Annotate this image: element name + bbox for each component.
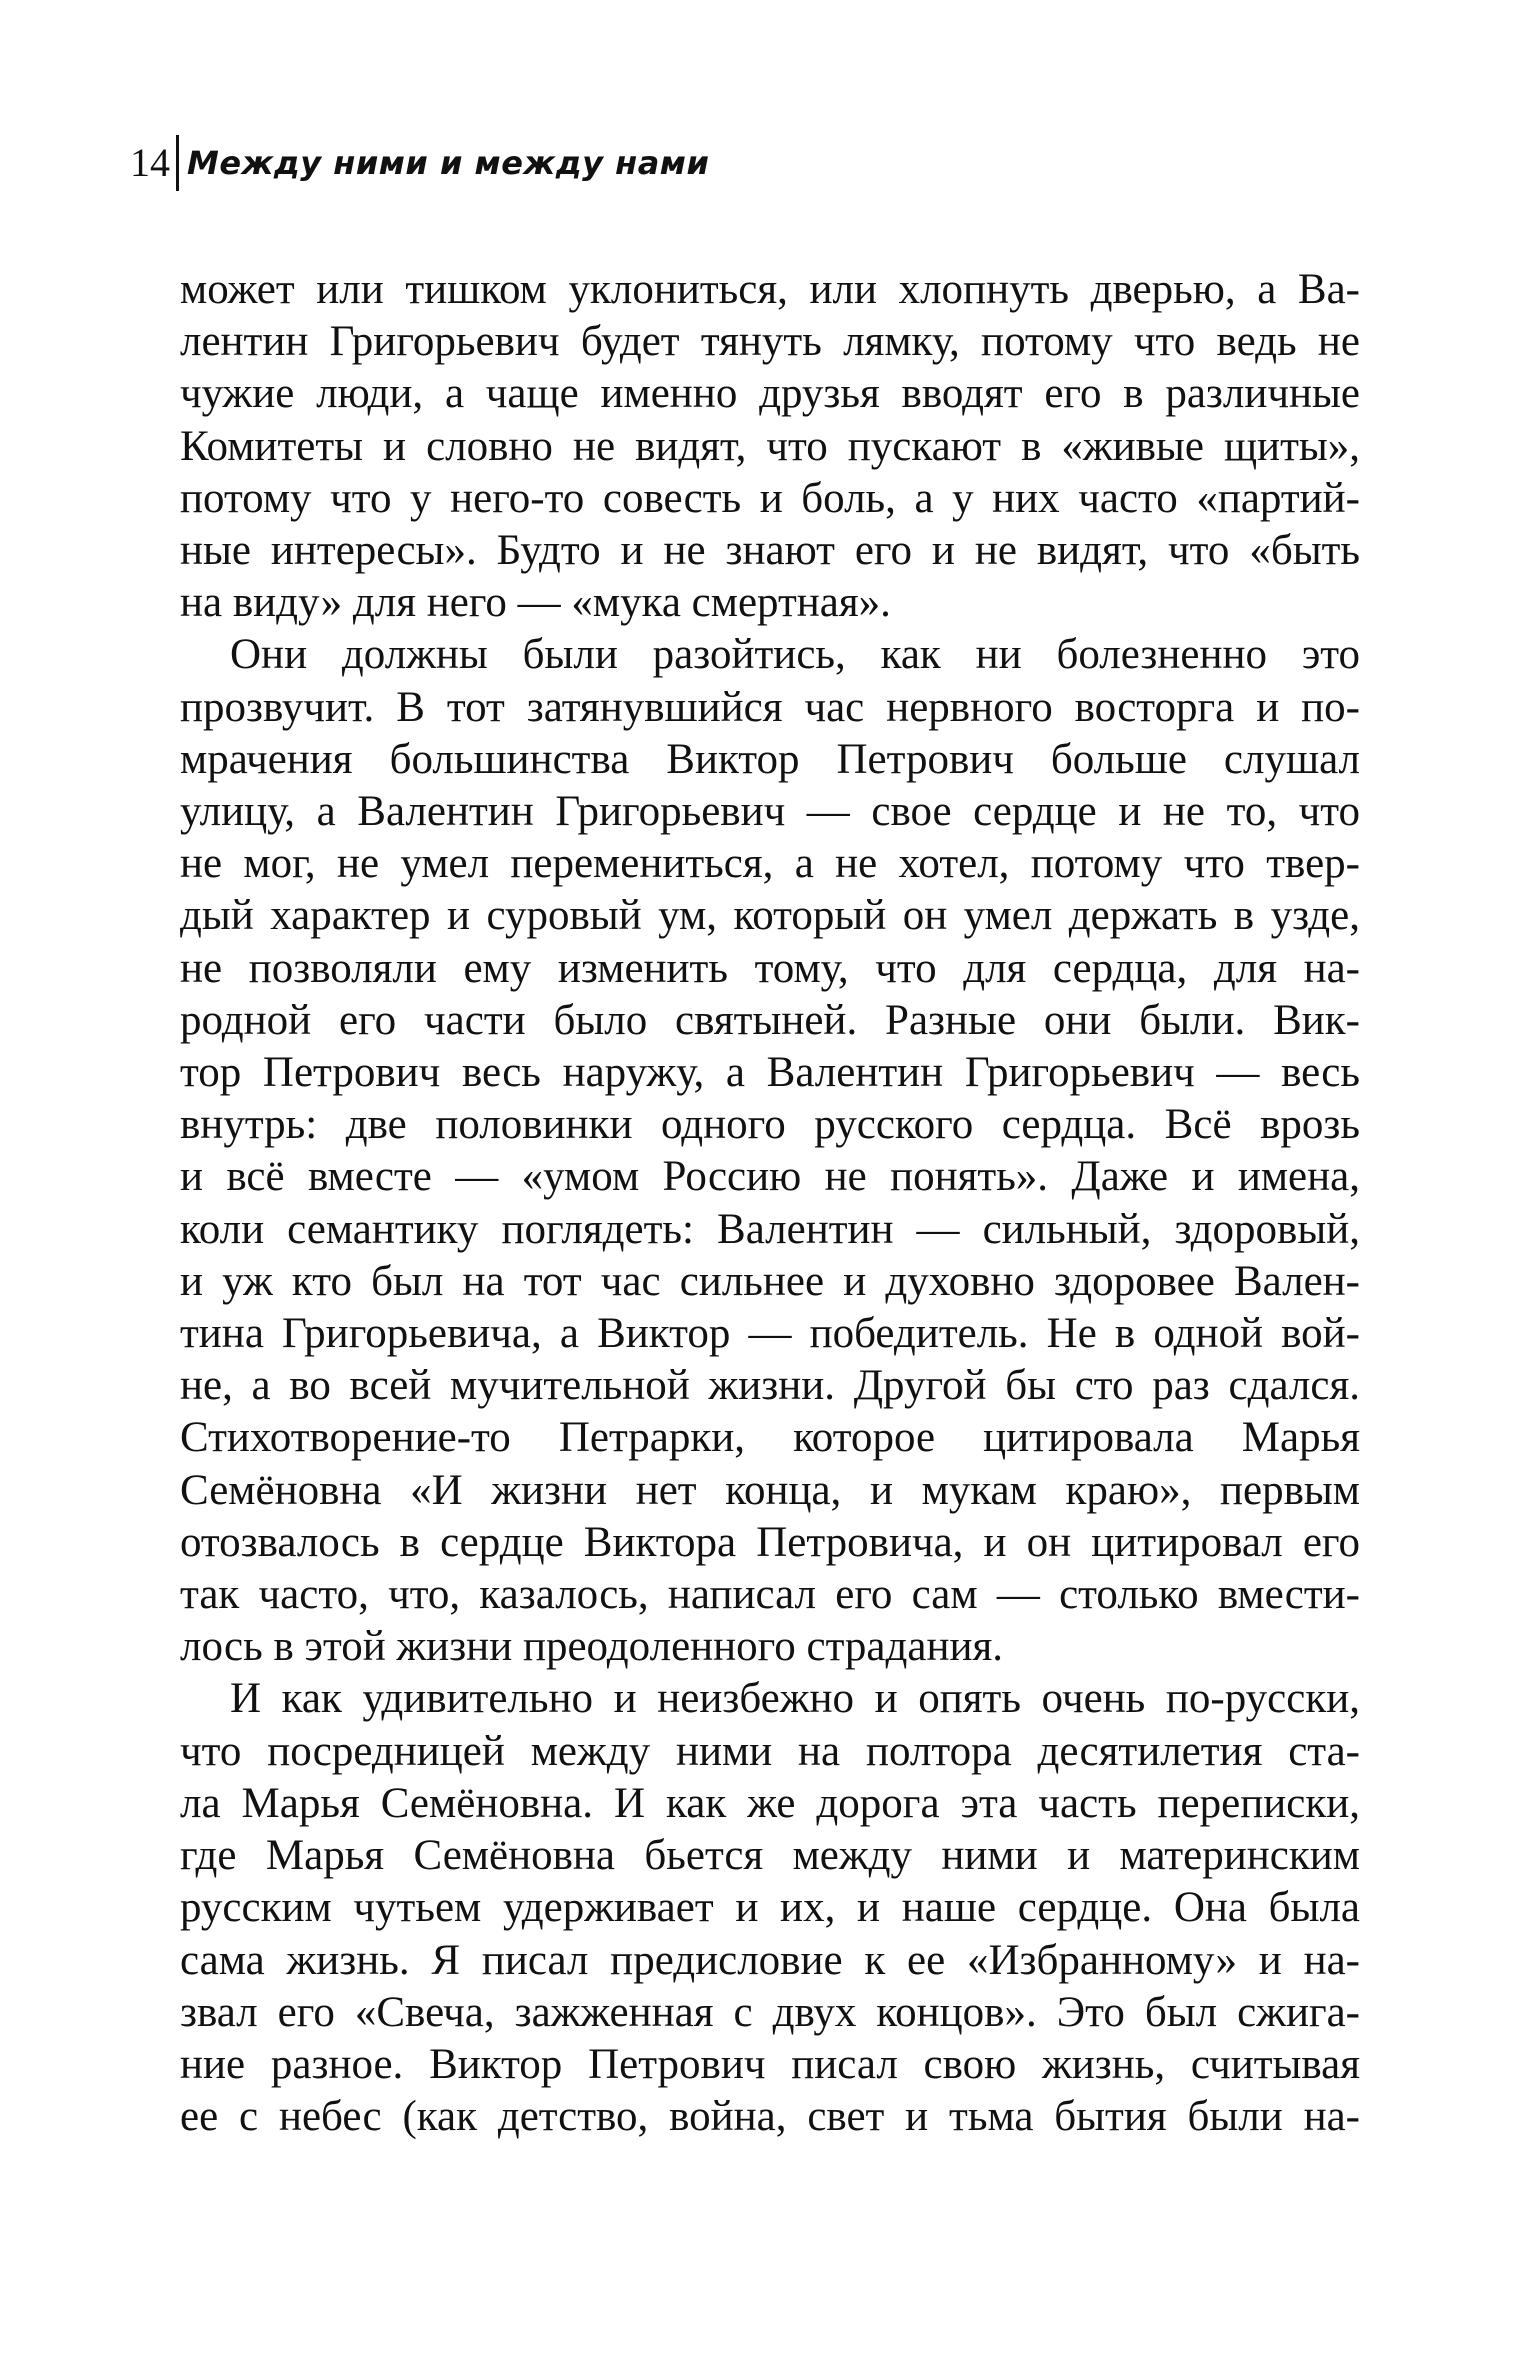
text-line: тина Григорьевича, а Виктор — победитель. Не в одной вой- <box>180 1310 1360 1358</box>
text-line: отозвалось в сердце Виктора Петровича, и он цитировал его <box>180 1518 1360 1566</box>
text-line: русским чутьем удерживает и их, и наше сердце. Она была <box>180 1884 1360 1932</box>
text-line: внутрь: две половинки одного русского сердца. Всё врозь <box>180 1101 1360 1149</box>
text-line: звал его «Свеча, зажженная с двух концов». Это был сжига- <box>180 1988 1360 2036</box>
text-line: Стихотворение-то Петрарки, которое цитировала Марья <box>180 1414 1360 1462</box>
text-line: и всё вместе — «умом Россию не понять». Даже и имена, <box>180 1153 1360 1201</box>
text-line: не позволяли ему изменить тому, что для сердца, для на- <box>180 944 1360 992</box>
text-line: и уж кто был на тот час сильнее и духовно здоровее Вален- <box>180 1257 1360 1305</box>
text-line: прозвучит. В тот затянувшийся час нервного восторга и по- <box>180 683 1360 731</box>
text-line: родной его части было святыней. Разные они были. Вик- <box>180 996 1360 1044</box>
text-line: ла Марья Семёновна. И как же дорога эта часть переписки, <box>180 1779 1360 1827</box>
text-line: ние разное. Виктор Петрович писал свою жизнь, считывая <box>180 2040 1360 2088</box>
text-line: ее с небес (как детство, война, свет и тьма бытия были на- <box>180 2093 1360 2141</box>
text-line: мрачения большинства Виктор Петрович больше слушал <box>180 735 1360 783</box>
text-line: может или тишком уклониться, или хлопнуть дверью, а Ва- <box>180 266 1360 313</box>
paragraph <box>180 264 1360 629</box>
paragraph <box>180 1673 1360 2143</box>
text-line: Они должны были разойтись, как ни болезненно это <box>230 631 1360 679</box>
text-line: И как удивительно и неизбежно и опять очень по-русски, <box>230 1675 1360 1723</box>
text-line: лось в этой жизни преодоленного страдания. <box>180 1623 1004 1671</box>
text-line: потому что у него-то совесть и боль, а у них часто «партий- <box>180 474 1360 522</box>
text-line: коли семантику поглядеть: Валентин — сильный, здоровый, <box>180 1205 1360 1253</box>
text-line: что посредницей между ними на полтора десятилетия ста- <box>180 1727 1360 1775</box>
text-line: не, а во всей мучительной жизни. Другой бы сто раз сдался. <box>180 1362 1360 1410</box>
body-text <box>180 264 1360 2143</box>
text-line: так часто, что, казалось, написал его сам — столько вмести- <box>180 1571 1360 1619</box>
text-line: улицу, а Валентин Григорьевич — свое сердце и не то, что <box>180 788 1360 836</box>
text-line: лентин Григорьевич будет тянуть лямку, потому что ведь не <box>180 318 1360 366</box>
paragraph <box>180 629 1360 1673</box>
text-line: где Марья Семёновна бьется между ними и материнским <box>180 1832 1360 1880</box>
text-line: дый характер и суровый ум, который он умел держать в узде, <box>180 892 1360 940</box>
running-title: Между ними и между нами <box>187 144 710 182</box>
text-line: не мог, не умел перемениться, а не хотел, потому что твер- <box>180 840 1360 888</box>
running-header <box>130 128 709 198</box>
text-line: сама жизнь. Я писал предисловие к ее «Избранному» и на- <box>180 1936 1360 1984</box>
text-line: тор Петрович весь наружу, а Валентин Григорьевич — весь <box>180 1049 1360 1097</box>
text-line: чужие люди, а чаще именно друзья вводят его в различные <box>180 370 1360 418</box>
text-line: Комитеты и словно не видят, что пускают в «живые щиты», <box>180 422 1360 470</box>
text-line: Семёновна «И жизни нет конца, и мукам краю», первым <box>180 1466 1360 1514</box>
text-line: на виду» для него — «мука смертная». <box>180 579 891 627</box>
text-line: ные интересы». Будто и не знают его и не видят, что «быть <box>180 527 1360 575</box>
page-number: 14 <box>130 135 179 191</box>
